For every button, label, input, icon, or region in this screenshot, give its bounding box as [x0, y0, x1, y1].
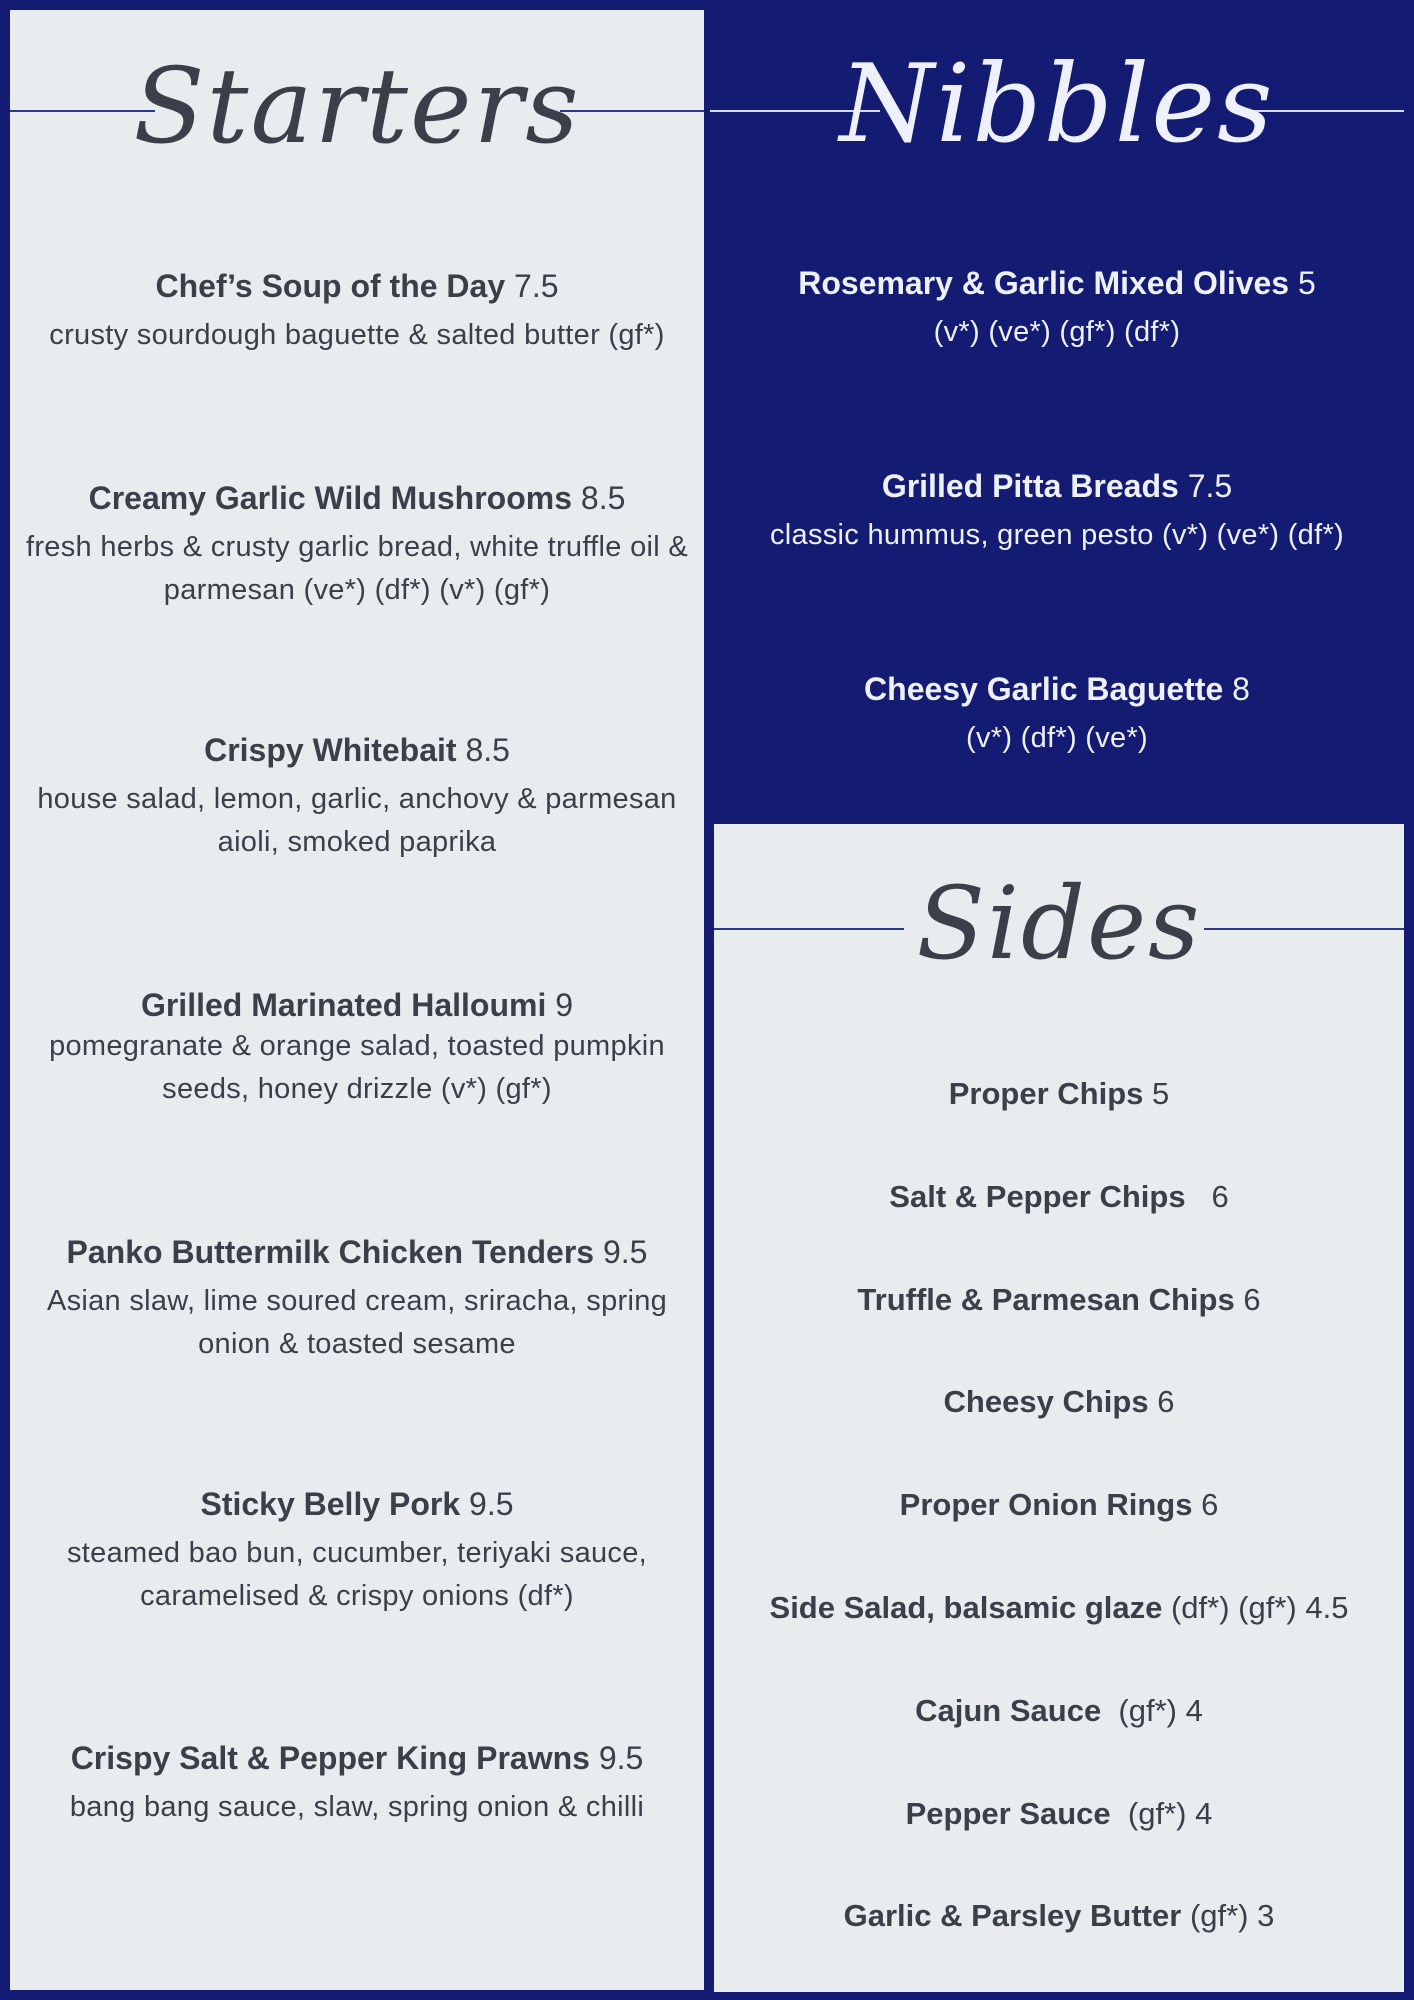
menu-item	[710, 466, 1404, 557]
item-name: Salt & Pepper Chips	[889, 1179, 1186, 1214]
item-price: 8.5	[580, 480, 626, 516]
item-price: 9.5	[598, 1740, 644, 1776]
item-name: Pepper Sauce	[905, 1796, 1111, 1831]
starters-title: Starters	[133, 45, 581, 167]
item-price: 9	[555, 987, 574, 1023]
item-price: 9.5	[602, 1234, 648, 1270]
side-item	[714, 1382, 1404, 1422]
nibbles-title: Nibbles	[839, 42, 1275, 167]
sides-title: Sides	[916, 865, 1202, 982]
item-price: 8	[1232, 671, 1250, 707]
side-item	[714, 1074, 1404, 1114]
item-price: 5	[1297, 265, 1316, 301]
menu-item	[10, 266, 704, 357]
menu-item	[10, 1738, 704, 1829]
menu-item	[10, 1232, 704, 1366]
menu-item	[710, 263, 1404, 354]
item-description: fresh herbs & crusty garlic bread, white truffle oil & parmesan (ve*) (df*) (v*) (gf*)	[25, 531, 688, 606]
item-price: 6	[1201, 1487, 1219, 1522]
item-description: crusty sourdough baguette & salted butter (gf*)	[49, 319, 665, 351]
menu-item	[710, 669, 1404, 760]
item-price: 6	[1243, 1282, 1261, 1317]
item-price: 7.5	[514, 268, 559, 304]
menu-item	[10, 985, 704, 1111]
item-description: house salad, lemon, garlic, anchovy & parmesan aioli, smoked paprika	[37, 783, 677, 858]
side-item	[714, 1794, 1404, 1834]
item-description: Asian slaw, lime soured cream, sriracha, spring onion & toasted sesame	[46, 1285, 668, 1360]
item-description: bang bang sauce, slaw, spring onion & chilli	[69, 1791, 645, 1823]
menu-item	[10, 730, 704, 864]
side-item	[714, 1896, 1404, 1936]
side-item	[714, 1280, 1404, 1320]
item-name: Sticky Belly Pork	[200, 1486, 461, 1522]
item-name: Cheesy Chips	[943, 1384, 1149, 1419]
item-name: Rosemary & Garlic Mixed Olives	[798, 265, 1290, 301]
menu-item	[10, 1484, 704, 1618]
item-description: steamed bao bun, cucumber, teriyaki sauce, caramelised & crispy onions (df*)	[66, 1537, 648, 1612]
item-price: 9.5	[469, 1486, 514, 1522]
item-name: Creamy Garlic Wild Mushrooms	[88, 480, 572, 516]
item-name: Grilled Marinated Halloumi	[140, 987, 547, 1023]
item-name: Proper Onion Rings	[899, 1487, 1193, 1522]
item-name: Cajun Sauce	[915, 1693, 1102, 1728]
side-item	[714, 1691, 1404, 1731]
item-name: Grilled Pitta Breads	[881, 468, 1179, 504]
item-price: 3	[1257, 1898, 1275, 1933]
item-tags: (gf*)	[1127, 1796, 1187, 1831]
nibbles-panel	[710, 10, 1404, 820]
item-name: Crispy Salt & Pepper King Prawns	[70, 1740, 590, 1776]
side-item	[714, 1177, 1404, 1217]
item-name: Crispy Whitebait	[204, 732, 457, 768]
item-name: Cheesy Garlic Baguette	[864, 671, 1224, 707]
sides-panel	[714, 824, 1404, 1992]
item-description: (v*) (ve*) (gf*) (df*)	[933, 316, 1181, 348]
item-price: 4	[1185, 1693, 1203, 1728]
item-price: 6	[1157, 1384, 1175, 1419]
item-price: 7.5	[1187, 468, 1233, 504]
side-item	[714, 1588, 1404, 1628]
item-price: 5	[1152, 1076, 1170, 1111]
item-tags: (gf*)	[1118, 1693, 1177, 1728]
item-tags: (gf*)	[1189, 1898, 1249, 1933]
item-name: Side Salad, balsamic glaze	[769, 1590, 1163, 1625]
item-name: Garlic & Parsley Butter	[843, 1898, 1182, 1933]
starters-panel	[10, 10, 704, 1990]
item-description: classic hummus, green pesto (v*) (ve*) (df*)	[769, 519, 1345, 551]
item-name: Proper Chips	[948, 1076, 1144, 1111]
menu-item	[10, 478, 704, 612]
item-name: Chef’s Soup of the Day	[155, 268, 506, 304]
item-price: 6	[1211, 1179, 1229, 1214]
item-name: Panko Buttermilk Chicken Tenders	[66, 1234, 595, 1270]
item-price: 4.5	[1305, 1590, 1349, 1625]
item-tags: (df*) (gf*)	[1170, 1590, 1297, 1625]
item-description: pomegranate & orange salad, toasted pumpkin seeds, honey drizzle (v*) (gf*)	[49, 1030, 665, 1105]
side-item	[714, 1485, 1404, 1525]
item-name: Truffle & Parmesan Chips	[857, 1282, 1235, 1317]
item-price: 8.5	[465, 732, 510, 768]
item-description: (v*) (df*) (ve*)	[965, 722, 1149, 754]
item-price: 4	[1195, 1796, 1213, 1831]
